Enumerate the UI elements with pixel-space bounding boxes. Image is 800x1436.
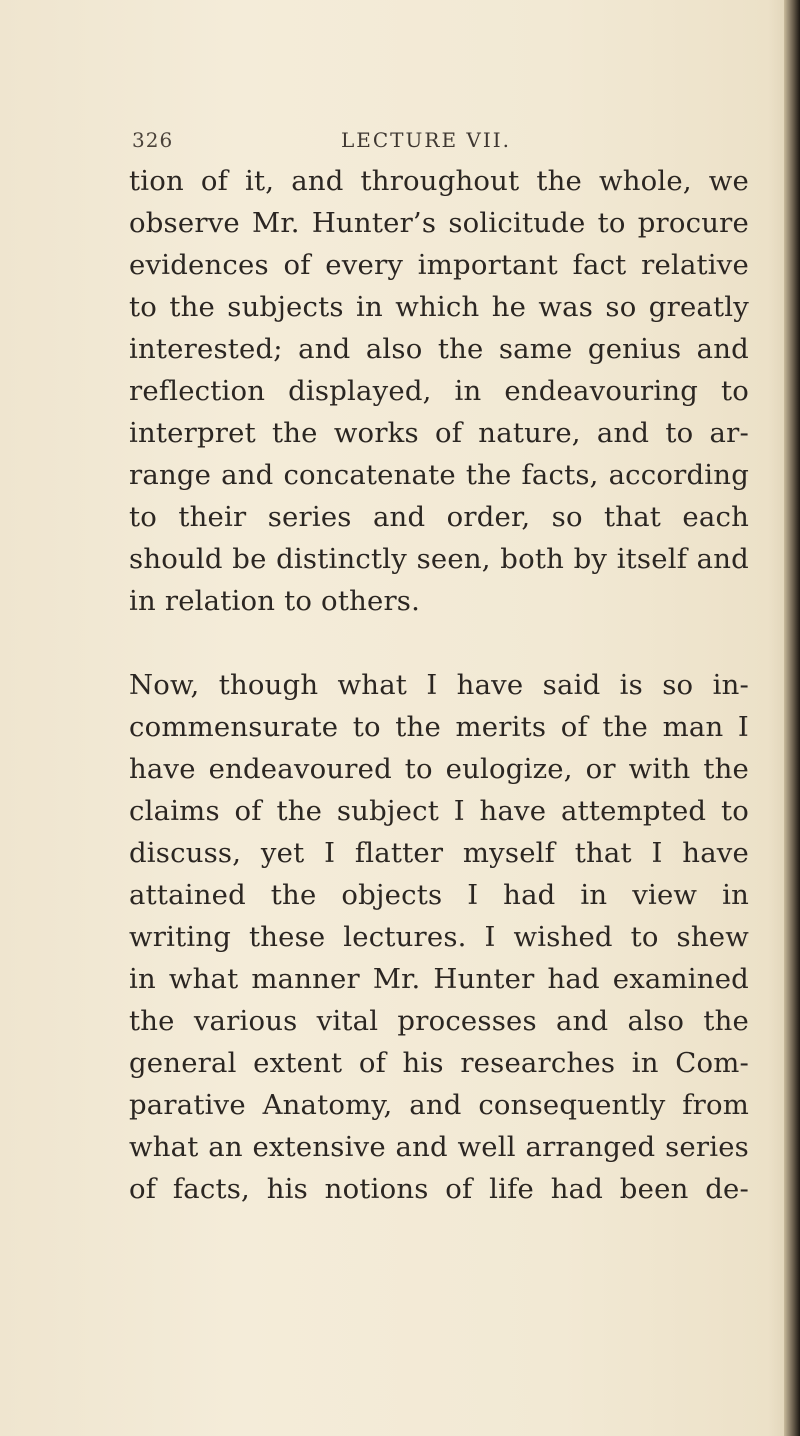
paragraph-2 [129,664,749,1210]
text-line: general extent of his researches in Com- [129,1047,749,1079]
paragraph-1 [129,160,749,622]
page-number: 326 [132,128,174,152]
running-head: LECTURE VII. [341,128,511,152]
text-line: the various vital processes and also the [129,1005,749,1037]
text-line: commensurate to the merits of the man I [129,711,749,743]
text-line: interested; and also the same genius and [129,333,749,365]
text-line: to their series and order, so that each [129,501,749,533]
text-line: evidences of every important fact relative [129,249,749,281]
paragraph-spacer [129,622,749,664]
text-line: range and concatenate the facts, according [129,459,749,491]
text-line: in what manner Mr. Hunter had examined [129,963,749,995]
text-line: writing these lectures. I wished to shew [129,921,749,953]
text-line: interpret the works of nature, and to ar- [129,417,749,449]
text-line: parative Anatomy, and consequently from [129,1089,749,1121]
body-text [129,160,749,1210]
text-line: discuss, yet I flatter myself that I have [129,837,749,869]
text-line: have endeavoured to eulogize, or with the [129,753,749,785]
text-line: Now, though what I have said is so in- [129,669,749,701]
text-line: observe Mr. Hunter’s solicitude to procure [129,207,749,239]
text-line: claims of the subject I have attempted to [129,795,749,827]
text-line: tion of it, and throughout the whole, we [129,165,749,197]
text-line: should be distinctly seen, both by itself and [129,543,749,575]
text-line: in relation to others. [129,585,421,617]
text-line: of facts, his notions of life had been de- [129,1173,749,1205]
text-line: to the subjects in which he was so greatly [129,291,749,323]
text-line: what an extensive and well arranged series [129,1131,749,1163]
page-edge-shadow [784,0,800,1436]
text-line: attained the objects I had in view in [129,879,749,911]
text-line: reflection displayed, in endeavouring to [129,375,749,407]
